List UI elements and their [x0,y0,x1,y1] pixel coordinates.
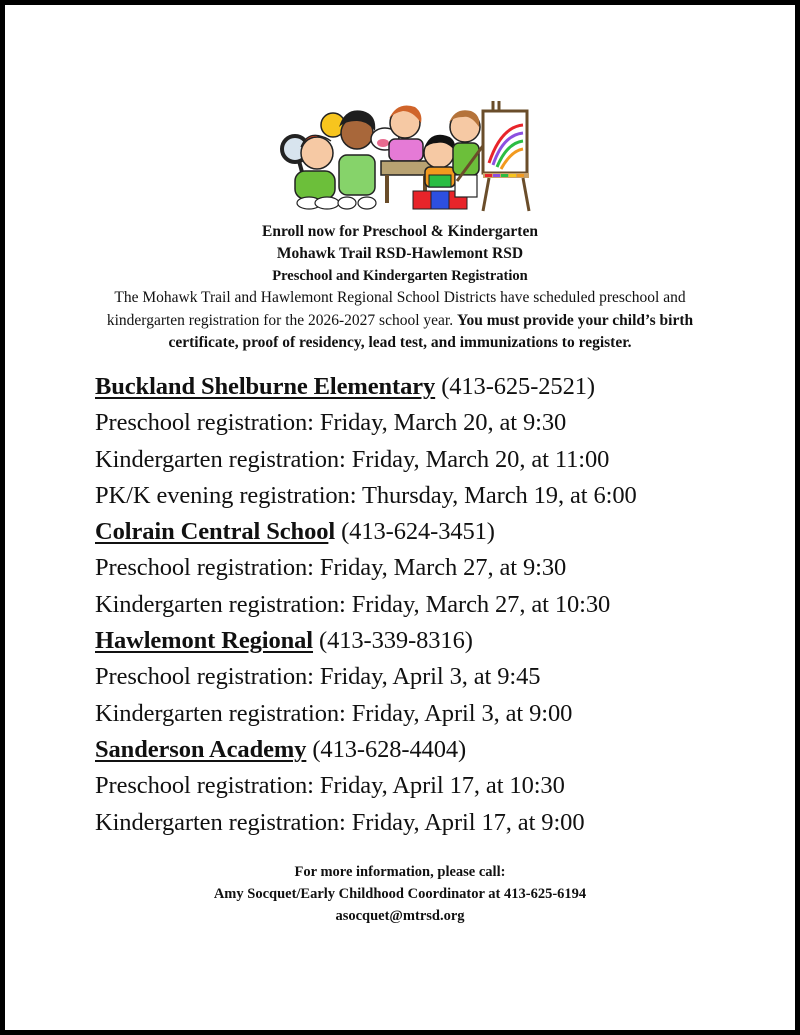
school-heading-buckland [95,369,785,405]
contact-email[interactable]: asocquet@mtrsd.org [335,908,465,924]
intro-paragraph [5,287,795,355]
school-heading-colrain [95,514,785,550]
school-name-tail: l [328,518,336,546]
school-heading-sanderson [95,732,785,768]
registration-event: Kindergarten registration: Friday, April 3, at 9:00 [95,699,573,727]
school-name-underlined: Colrain Central Schoo [95,518,329,546]
registration-event: Preschool registration: Friday, March 27, at 9:30 [95,554,567,582]
school-name: Sanderson Academy [95,735,307,763]
school-heading-hawlemont [95,623,785,659]
school-name: Hawlemont Regional [95,627,314,655]
district-title: Mohawk Trail RSD-Hawlemont RSD [276,245,524,262]
contact-intro: For more information, please call: [294,864,506,880]
registration-event: Kindergarten registration: Friday, March 27, at 10:30 [95,590,611,618]
registration-event: PK/K evening registration: Thursday, March 19, at 6:00 [95,481,637,509]
school-phone: (413-624-3451) [341,518,495,546]
registration-event: Kindergarten registration: Friday, April 17, at 9:00 [95,808,585,836]
headline: Enroll now for Preschool & Kindergarten [262,223,538,240]
school-phone: (413-339-8316) [319,627,473,655]
schools-list [95,369,785,841]
contact-person: Amy Socquet/Early Childhood Coordinator at 413-625-6194 [213,886,587,902]
contact-footer [5,861,795,927]
registration-event: Preschool registration: Friday, April 3, at 9:45 [95,663,541,691]
school-phone: (413-628-4404) [312,735,467,763]
registration-event: Preschool registration: Friday, April 17, at 10:30 [95,772,565,800]
intro-text: The Mohawk Trail and Hawlemont Regional School Districts have scheduled preschool and kindergarten registration for the 2026-2027 school year. [106,289,686,329]
registration-title: Preschool and Kindergarten Registration [272,268,528,284]
intro-requirements: You must provide your child’s birth certificate, proof of residency, lead test, and immunizations to register. [168,311,694,351]
school-phone: (413-625-2521) [441,373,595,400]
registration-event: Preschool registration: Friday, March 20, at 9:30 [95,409,567,437]
header-block [5,221,795,355]
school-name [95,518,328,545]
registration-event: Kindergarten registration: Friday, March 20, at 11:00 [95,445,610,473]
children-clipart-icon [279,97,535,213]
school-name: Buckland Shelburne Elementary [95,373,436,400]
